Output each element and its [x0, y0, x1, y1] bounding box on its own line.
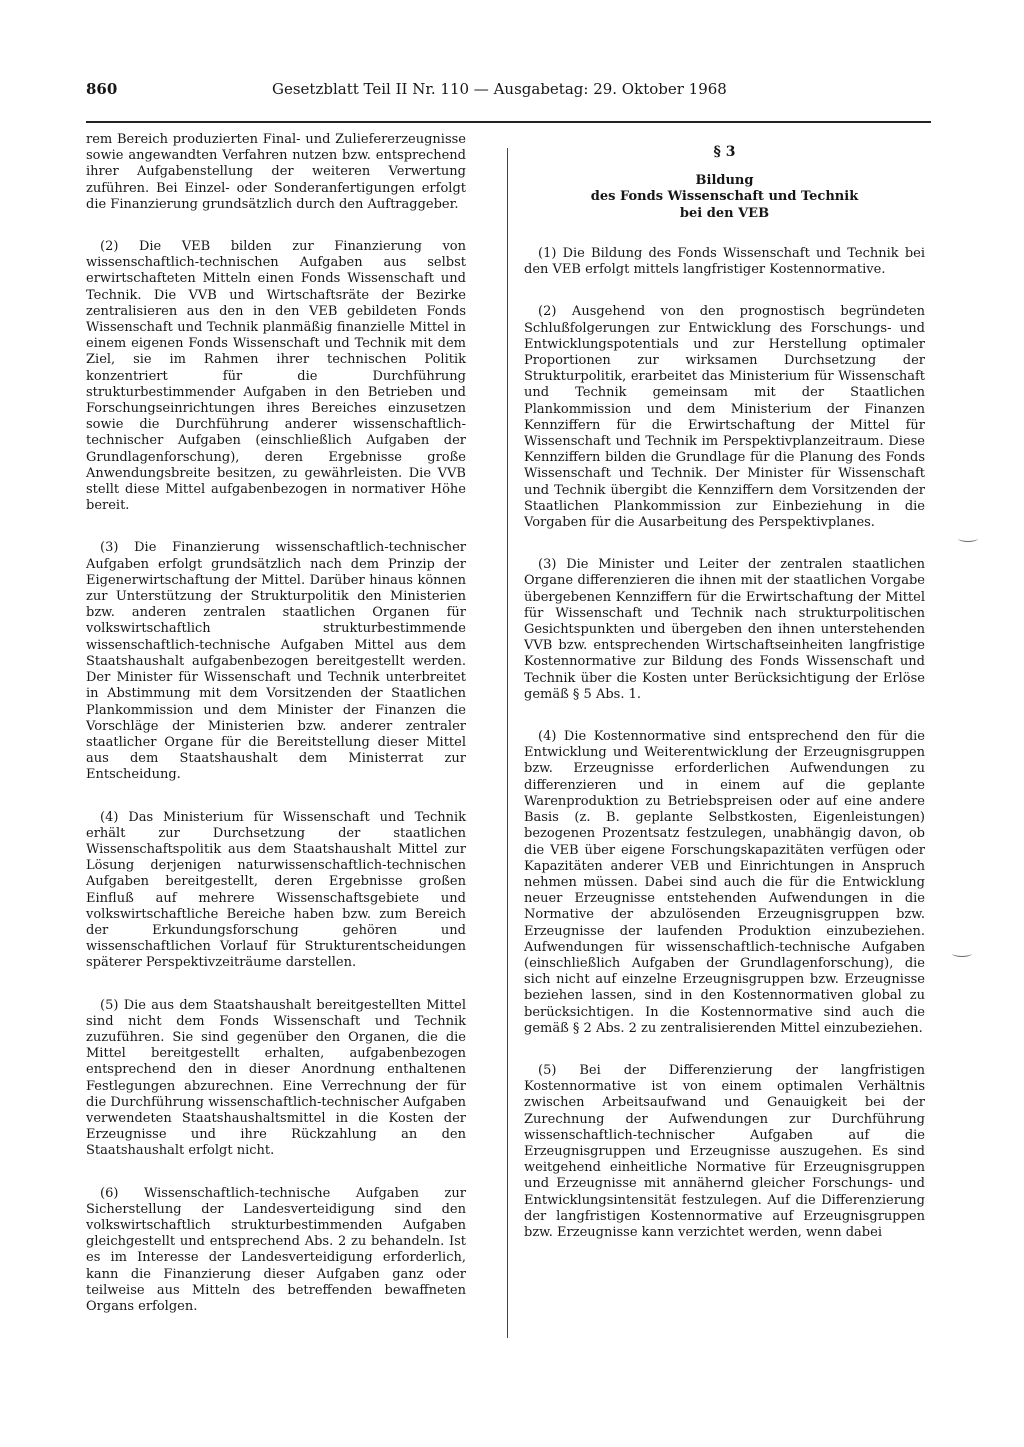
- paragraph-1: (1) Die Bildung des Fonds Wissenschaft und Technik bei den VEB erfolgt mittels langfristiger Kostennormative.: [524, 246, 925, 278]
- page-number: 860: [86, 80, 118, 98]
- margin-mark: [952, 950, 972, 957]
- column-divider: [507, 148, 508, 1338]
- left-column: [86, 132, 466, 1341]
- paragraph-5: (5) Bei der Differenzierung der langfristigen Kostennormative ist von einem optimalen Verhältnis zwischen Arbeitsaufwand und Genauigkeit bei der Zurechnung der Aufwendungen zur Durchführung wissenschaftlich-technischer Aufgaben auf die Erzeugnisgruppen und Erzeugnisse auszugehen. Es sind weitgehend einheitliche Normative für Erzeugnisgruppen und Erzeugnisse mit annähernd gleicher Forschungs- und Entwicklungsintensität festzulegen. Auf die Differenzierung der langfristigen Kostennormative auf Erzeugnisgruppen bzw. Erzeugnisse kann verzichtet werden, wenn dabei: [524, 1062, 925, 1240]
- paragraph-2: (2) Ausgehend von den prognostisch begründeten Schlußfolgerungen zur Entwicklung des Forschungs- und Entwicklungspotentials und zur Herstellung optimaler Proportionen zur wirksamen Durchsetzung der Strukturpolitik, erarbeitet das Ministerium für Wissenschaft und Technik gemeinsam mit der Staatlichen Plankommission und dem Ministerium der Finanzen Kennziffern für die Erwirtschaftung der Mittel für Wissenschaft und Technik im Perspektivplanzeitraum. Diese Kennziffern bilden die Grundlage für die Planung des Fonds Wissenschaft und Technik. Der Minister für Wissenschaft und Technik übergibt die Kennziffern dem Vorsitzenden der Staatlichen Plankommission zur Einbeziehung in die Vorgaben für die Ausarbeitung des Perspektivplanes.: [524, 304, 925, 531]
- section-heading: [524, 144, 925, 222]
- section-title-line: Bildung: [695, 172, 754, 188]
- paragraph-continued: rem Bereich produzierten Final- und Zuliefererzeugnisse sowie angewandten Verfahren nutzen bzw. entsprechend ihrer Aufgabenstellung der weiteren Verwertung zuführen. Bei Einzel- oder Sonderanfertigungen erfolgt die Finanzierung grundsätzlich durch den Auftraggeber.: [86, 132, 466, 212]
- paragraph-3: (3) Die Finanzierung wissenschaftlich-technischer Aufgaben erfolgt grundsätzlich nach dem Prinzip der Eigenerwirtschaftung der Mittel. Darüber hinaus können zur Unterstützung der Strukturpolitik den Ministerien bzw. anderen zentralen staatlichen Organen für volkswirtschaftlich strukturbestimmende wissenschaftlich-technische Aufgaben Mittel aus dem Staatshaushalt aufgabenbezogen bereitgestellt werden. Der Minister für Wissenschaft und Technik unterbreitet in Abstimmung mit dem Vorsitzenden der Staatlichen Plankommission und dem Minister der Finanzen die Vorschläge der Ministerien bzw. anderer zentraler staatlicher Organe für die Bereitstellung dieser Mittel aus dem Staatshaushalt dem Ministerrat zur Entscheidung.: [86, 540, 466, 783]
- margin-mark: [958, 535, 978, 542]
- section-title-line: bei den VEB: [679, 205, 770, 221]
- gazette-header-title: Gesetzblatt Teil II Nr. 110 — Ausgabetag: 29. Oktober 1968: [272, 80, 727, 98]
- paragraph-4: (4) Die Kostennormative sind entsprechend den für die Entwicklung und Weiterentwicklung der Erzeugnisgruppen bzw. Erzeugnisse erforderlichen Aufwendungen zu differenzieren und in einem auf die geplante Warenproduktion zu Betriebspreisen oder auf eine andere Basis (z. B. geplante Selbstkosten, Eigenleistungen) bezogenen Prozentsatz festzulegen, unabhängig davon, ob die VEB über eigene Forschungskapazitäten verfügen oder Kapazitäten anderer VEB und Einrichtungen in Anspruch nehmen müssen. Dabei sind auch die für die Entwicklung neuer Erzeugnisse entstehenden Aufwendungen in die Normative der abzulösenden Erzeugnisgruppen bzw. Erzeugnisse der laufenden Produktion einzubeziehen. Aufwendungen für wissenschaftlich-technische Aufgaben (einschließlich Aufgaben der Grundlagenforschung), die sich nicht auf einzelne Erzeugnisgruppen bzw. Erzeugnisse beziehen lassen, sind in den Kostennormativen global zu berücksichtigen. In die Kostennormative sind auch die gemäß § 2 Abs. 2 zu zentralisierenden Mittel einzubeziehen.: [524, 729, 925, 1036]
- section-number: § 3: [713, 144, 736, 160]
- paragraph-3: (3) Die Minister und Leiter der zentralen staatlichen Organe differenzieren die ihnen mit der staatlichen Vorgabe übergebenen Kennziffern für die Erwirtschaftung der Mittel für Wissenschaft und Technik nach strukturpolitischen Gesichtspunkten und übergeben den ihnen unterstehenden VVB bzw. entsprechenden Wirtschaftseinheiten langfristige Kostennormative zur Bildung des Fonds Wissenschaft und Technik über die Kosten unter Berücksichtigung der Erlöse gemäß § 5 Abs. 1.: [524, 557, 925, 702]
- paragraph-6: (6) Wissenschaftlich-technische Aufgaben zur Sicherstellung der Landesverteidigung sind den volkswirtschaftlich strukturbestimmenden Aufgaben gleichgestellt und entsprechend Abs. 2 zu behandeln. Ist es im Interesse der Landesverteidigung erforderlich, kann die Finanzierung dieser Aufgaben ganz oder teilweise aus Mitteln des betreffenden bewaffneten Organs erfolgen.: [86, 1185, 466, 1314]
- paragraph-4: (4) Das Ministerium für Wissenschaft und Technik erhält zur Durchsetzung der staatlichen Wissenschaftspolitik aus dem Staatshaushalt Mittel zur Lösung derjenigen naturwissenschaftlich-technischen Aufgaben bereitgestellt, deren Ergebnisse großen Einfluß auf mehrere Wissenschaftsgebiete und volkswirtschaftliche Bereiche haben bzw. zum Bereich der Erkundungsforschung gehören und wissenschaftlichen Vorlauf für Strukturentscheidungen späterer Perspektivzeiträume darstellen.: [86, 809, 466, 971]
- paragraph-2: (2) Die VEB bilden zur Finanzierung von wissenschaftlich-technischen Aufgaben aus selbst erwirtschafteten Mitteln einen Fonds Wissenschaft und Technik. Die VVB und Wirtschaftsräte der Bezirke zentralisieren aus den in den VEB gebildeten Fonds Wissenschaft und Technik planmäßig finanzielle Mittel in einem eigenen Fonds Wissenschaft und Technik mit dem Ziel, sie im Rahmen ihrer technischen Politik konzentriert für die Durchführung strukturbestimmender Aufgaben in den Betrieben und Forschungseinrichtungen ihres Bereiches einzusetzen sowie die Durchführung anderer wissenschaftlich-technischer Aufgaben (einschließlich Aufgaben der Grundlagenforschung), deren Ergebnisse große Anwendungsbreite besitzen, zu gewährleisten. Die VVB stellt diese Mittel aufgabenbezogen in normativer Höhe bereit.: [86, 239, 466, 514]
- section-title-line: des Fonds Wissenschaft und Technik: [590, 189, 859, 204]
- right-column: [524, 132, 925, 1267]
- header-rule: [86, 121, 931, 123]
- paragraph-5: (5) Die aus dem Staatshaushalt bereitgestellten Mittel sind nicht dem Fonds Wissenschaft und Technik zuzuführen. Sie sind gegenüber den Organen, die die Mittel bereitgestellt erhalten, aufgabenbezogen entsprechend den in dieser Anordnung enthaltenen Festlegungen abzurechnen. Eine Verrechnung der für die Durchführung wissenschaftlich-technischer Aufgaben verwendeten Staatshaushaltsmittel in die Kosten der Erzeugnisse und ihre Rückzahlung an den Staatshaushalt erfolgt nicht.: [86, 997, 466, 1159]
